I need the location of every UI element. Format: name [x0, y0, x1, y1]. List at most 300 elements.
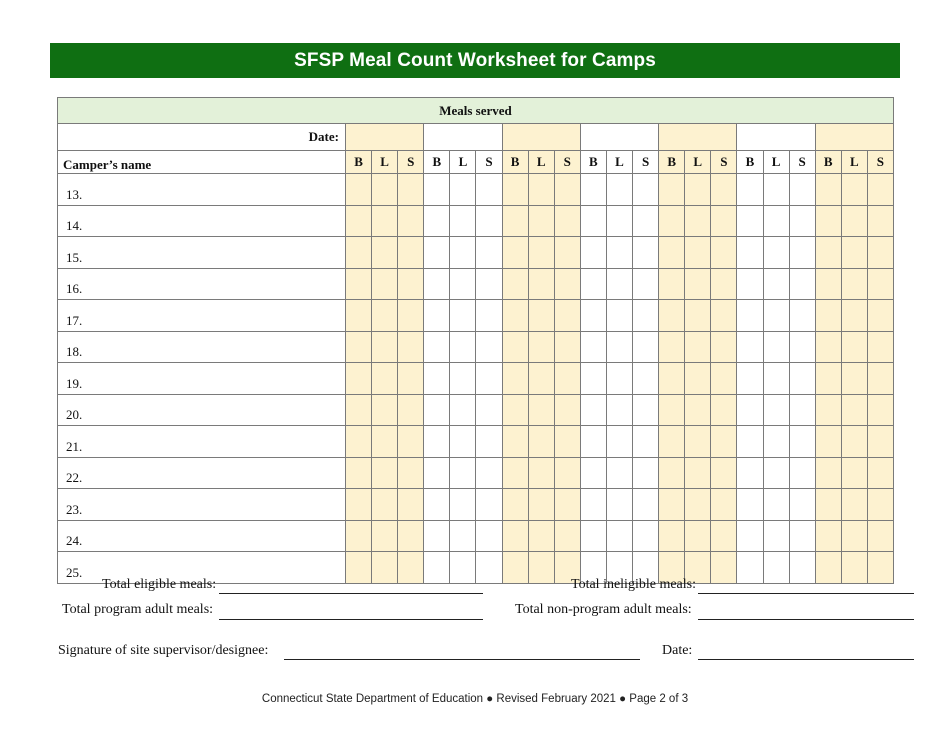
- meal-check-cell-l[interactable]: [372, 363, 398, 395]
- meal-check-cell-b[interactable]: [815, 520, 841, 552]
- meal-check-cell-s[interactable]: [633, 205, 659, 237]
- meal-check-cell-l[interactable]: [606, 489, 632, 521]
- meal-check-cell-s[interactable]: [398, 552, 424, 584]
- date-cell-day-3[interactable]: [502, 124, 580, 151]
- meal-check-cell-s[interactable]: [398, 174, 424, 206]
- meal-check-cell-l[interactable]: [841, 268, 867, 300]
- meal-check-cell-b[interactable]: [346, 489, 372, 521]
- signature-date-line[interactable]: [698, 659, 914, 660]
- meal-check-cell-l[interactable]: [841, 363, 867, 395]
- meal-check-cell-s[interactable]: [476, 300, 502, 332]
- meal-check-cell-s[interactable]: [789, 394, 815, 426]
- camper-name-cell[interactable]: 14.: [58, 205, 346, 237]
- meal-check-cell-b[interactable]: [346, 457, 372, 489]
- meal-check-cell-l[interactable]: [763, 205, 789, 237]
- meal-check-cell-s[interactable]: [789, 205, 815, 237]
- meal-check-cell-l[interactable]: [606, 300, 632, 332]
- meal-check-cell-b[interactable]: [424, 237, 450, 269]
- meal-check-cell-l[interactable]: [372, 331, 398, 363]
- meal-check-cell-b[interactable]: [815, 394, 841, 426]
- meal-check-cell-s[interactable]: [633, 394, 659, 426]
- meal-check-cell-b[interactable]: [580, 205, 606, 237]
- meal-check-cell-b[interactable]: [737, 205, 763, 237]
- date-cell-day-2[interactable]: [424, 124, 502, 151]
- meal-check-cell-s[interactable]: [789, 237, 815, 269]
- meal-check-cell-s[interactable]: [554, 426, 580, 458]
- meal-check-cell-b[interactable]: [580, 394, 606, 426]
- meal-check-cell-s[interactable]: [554, 205, 580, 237]
- meal-check-cell-s[interactable]: [633, 331, 659, 363]
- meal-check-cell-b[interactable]: [659, 174, 685, 206]
- meal-check-cell-s[interactable]: [633, 174, 659, 206]
- meal-check-cell-b[interactable]: [659, 520, 685, 552]
- total-eligible-line[interactable]: [219, 593, 483, 594]
- meal-check-cell-s[interactable]: [711, 552, 737, 584]
- meal-check-cell-b[interactable]: [502, 489, 528, 521]
- meal-check-cell-b[interactable]: [737, 300, 763, 332]
- meal-check-cell-b[interactable]: [502, 237, 528, 269]
- meal-check-cell-l[interactable]: [450, 268, 476, 300]
- meal-check-cell-s[interactable]: [476, 363, 502, 395]
- meal-check-cell-s[interactable]: [867, 394, 893, 426]
- meal-check-cell-b[interactable]: [346, 268, 372, 300]
- meal-check-cell-b[interactable]: [580, 426, 606, 458]
- meal-check-cell-b[interactable]: [659, 363, 685, 395]
- meal-check-cell-l[interactable]: [450, 205, 476, 237]
- meal-check-cell-l[interactable]: [528, 268, 554, 300]
- meal-check-cell-b[interactable]: [502, 205, 528, 237]
- meal-check-cell-l[interactable]: [763, 552, 789, 584]
- total-ineligible-line[interactable]: [698, 593, 914, 594]
- date-cell-day-7[interactable]: [815, 124, 893, 151]
- date-cell-day-1[interactable]: [346, 124, 424, 151]
- meal-check-cell-s[interactable]: [789, 457, 815, 489]
- meal-check-cell-b[interactable]: [737, 268, 763, 300]
- meal-check-cell-b[interactable]: [502, 394, 528, 426]
- meal-check-cell-l[interactable]: [763, 268, 789, 300]
- meal-check-cell-s[interactable]: [398, 457, 424, 489]
- meal-check-cell-b[interactable]: [815, 426, 841, 458]
- meal-check-cell-b[interactable]: [580, 237, 606, 269]
- meal-check-cell-b[interactable]: [502, 552, 528, 584]
- meal-check-cell-s[interactable]: [398, 331, 424, 363]
- meal-check-cell-l[interactable]: [606, 174, 632, 206]
- meal-check-cell-l[interactable]: [763, 457, 789, 489]
- meal-check-cell-l[interactable]: [685, 268, 711, 300]
- meal-check-cell-s[interactable]: [711, 363, 737, 395]
- meal-check-cell-s[interactable]: [554, 520, 580, 552]
- meal-check-cell-b[interactable]: [346, 174, 372, 206]
- meal-check-cell-b[interactable]: [737, 331, 763, 363]
- meal-check-cell-l[interactable]: [763, 426, 789, 458]
- meal-check-cell-b[interactable]: [424, 363, 450, 395]
- meal-check-cell-b[interactable]: [659, 205, 685, 237]
- camper-row: [58, 363, 894, 395]
- meal-check-cell-l[interactable]: [528, 363, 554, 395]
- meal-check-cell-b[interactable]: [346, 331, 372, 363]
- meal-check-cell-b[interactable]: [815, 489, 841, 521]
- meal-check-cell-l[interactable]: [372, 552, 398, 584]
- meal-check-cell-l[interactable]: [841, 300, 867, 332]
- meal-check-cell-l[interactable]: [606, 394, 632, 426]
- meal-check-cell-l[interactable]: [372, 174, 398, 206]
- meal-check-cell-l[interactable]: [372, 489, 398, 521]
- meal-check-cell-l[interactable]: [372, 237, 398, 269]
- meal-check-cell-b[interactable]: [737, 457, 763, 489]
- camper-name-cell[interactable]: 15.: [58, 237, 346, 269]
- meal-check-cell-s[interactable]: [554, 363, 580, 395]
- meal-check-cell-b[interactable]: [346, 552, 372, 584]
- meal-check-cell-l[interactable]: [606, 268, 632, 300]
- meal-check-cell-s[interactable]: [476, 457, 502, 489]
- meal-check-cell-l[interactable]: [528, 520, 554, 552]
- camper-name-cell[interactable]: 22.: [58, 457, 346, 489]
- meal-check-cell-s[interactable]: [711, 300, 737, 332]
- meal-check-cell-s[interactable]: [867, 300, 893, 332]
- meal-check-cell-l[interactable]: [841, 174, 867, 206]
- meal-check-cell-l[interactable]: [841, 205, 867, 237]
- meal-check-cell-b[interactable]: [502, 457, 528, 489]
- meal-check-cell-l[interactable]: [450, 552, 476, 584]
- meal-check-cell-b[interactable]: [346, 300, 372, 332]
- meal-check-cell-l[interactable]: [841, 394, 867, 426]
- meal-check-cell-s[interactable]: [554, 174, 580, 206]
- signature-line[interactable]: [284, 659, 640, 660]
- meal-check-cell-s[interactable]: [789, 268, 815, 300]
- meal-check-cell-b[interactable]: [424, 268, 450, 300]
- date-cell-day-5[interactable]: [659, 124, 737, 151]
- meal-check-cell-b[interactable]: [580, 300, 606, 332]
- meal-check-cell-l[interactable]: [685, 331, 711, 363]
- meal-check-cell-l[interactable]: [606, 426, 632, 458]
- meal-check-cell-b[interactable]: [659, 237, 685, 269]
- meal-check-cell-s[interactable]: [633, 237, 659, 269]
- camper-name-cell[interactable]: 24.: [58, 520, 346, 552]
- meal-check-cell-b[interactable]: [424, 300, 450, 332]
- meal-check-cell-s[interactable]: [554, 394, 580, 426]
- meal-check-cell-b[interactable]: [346, 205, 372, 237]
- camper-name-cell[interactable]: 23.: [58, 489, 346, 521]
- meal-check-cell-s[interactable]: [398, 205, 424, 237]
- camper-name-cell[interactable]: 13.: [58, 174, 346, 206]
- meal-check-cell-b[interactable]: [502, 300, 528, 332]
- meal-check-cell-s[interactable]: [867, 520, 893, 552]
- meal-check-cell-s[interactable]: [398, 394, 424, 426]
- meal-check-cell-b[interactable]: [580, 489, 606, 521]
- meal-check-cell-s[interactable]: [633, 457, 659, 489]
- meal-check-cell-b[interactable]: [815, 237, 841, 269]
- meal-check-cell-l[interactable]: [450, 394, 476, 426]
- meal-check-cell-b[interactable]: [580, 331, 606, 363]
- meal-check-cell-l[interactable]: [841, 520, 867, 552]
- meal-check-cell-l[interactable]: [685, 457, 711, 489]
- meal-check-cell-l[interactable]: [685, 426, 711, 458]
- meal-check-cell-b[interactable]: [502, 426, 528, 458]
- meal-check-cell-s[interactable]: [554, 268, 580, 300]
- meal-check-cell-b[interactable]: [424, 552, 450, 584]
- meal-check-cell-s[interactable]: [867, 552, 893, 584]
- camper-name-cell[interactable]: 20.: [58, 394, 346, 426]
- meal-check-cell-l[interactable]: [606, 331, 632, 363]
- meal-check-cell-l[interactable]: [763, 363, 789, 395]
- camper-name-cell[interactable]: 21.: [58, 426, 346, 458]
- meal-check-cell-s[interactable]: [398, 426, 424, 458]
- meal-check-cell-l[interactable]: [685, 205, 711, 237]
- meal-count-table: [57, 97, 894, 584]
- meal-check-cell-b[interactable]: [737, 489, 763, 521]
- meal-check-cell-b[interactable]: [815, 363, 841, 395]
- meal-check-cell-l[interactable]: [528, 426, 554, 458]
- meal-check-cell-l[interactable]: [528, 394, 554, 426]
- meal-check-cell-b[interactable]: [424, 457, 450, 489]
- meal-check-cell-l[interactable]: [450, 457, 476, 489]
- meal-check-cell-l[interactable]: [841, 331, 867, 363]
- meal-check-cell-l[interactable]: [763, 394, 789, 426]
- total-program-adult-line[interactable]: [219, 619, 483, 620]
- camper-name-cell[interactable]: 19.: [58, 363, 346, 395]
- meal-check-cell-s[interactable]: [633, 520, 659, 552]
- meal-check-cell-b[interactable]: [502, 331, 528, 363]
- meal-check-cell-s[interactable]: [476, 552, 502, 584]
- meal-check-cell-b[interactable]: [346, 363, 372, 395]
- camper-name-cell[interactable]: 17.: [58, 300, 346, 332]
- meal-check-cell-s[interactable]: [711, 520, 737, 552]
- meal-check-cell-l[interactable]: [450, 174, 476, 206]
- meal-check-cell-l[interactable]: [372, 205, 398, 237]
- meal-check-cell-s[interactable]: [476, 205, 502, 237]
- meal-check-cell-s[interactable]: [476, 237, 502, 269]
- meal-check-cell-l[interactable]: [606, 363, 632, 395]
- meal-check-cell-b[interactable]: [502, 363, 528, 395]
- meal-check-cell-b[interactable]: [815, 331, 841, 363]
- meal-check-cell-l[interactable]: [450, 331, 476, 363]
- meal-check-cell-b[interactable]: [424, 331, 450, 363]
- meal-check-cell-b[interactable]: [815, 174, 841, 206]
- meal-check-cell-l[interactable]: [685, 520, 711, 552]
- meal-check-cell-b[interactable]: [580, 268, 606, 300]
- meal-check-cell-b[interactable]: [502, 268, 528, 300]
- meal-check-cell-b[interactable]: [815, 300, 841, 332]
- meal-check-cell-s[interactable]: [711, 331, 737, 363]
- meal-check-cell-b[interactable]: [424, 489, 450, 521]
- meal-check-cell-l[interactable]: [606, 457, 632, 489]
- meal-check-cell-l[interactable]: [763, 520, 789, 552]
- meal-check-cell-l[interactable]: [763, 300, 789, 332]
- meal-check-cell-s[interactable]: [867, 174, 893, 206]
- meal-check-cell-s[interactable]: [867, 426, 893, 458]
- meal-check-cell-b[interactable]: [502, 520, 528, 552]
- meal-check-cell-s[interactable]: [867, 363, 893, 395]
- meal-code-b-day-1: B: [346, 151, 372, 174]
- meal-check-cell-s[interactable]: [711, 237, 737, 269]
- meal-check-cell-s[interactable]: [554, 237, 580, 269]
- meal-check-cell-b[interactable]: [580, 520, 606, 552]
- meal-check-cell-s[interactable]: [867, 489, 893, 521]
- meal-check-cell-l[interactable]: [841, 489, 867, 521]
- meal-check-cell-s[interactable]: [554, 457, 580, 489]
- meal-check-cell-s[interactable]: [711, 394, 737, 426]
- meal-check-cell-s[interactable]: [711, 489, 737, 521]
- meal-check-cell-b[interactable]: [737, 426, 763, 458]
- meal-check-cell-b[interactable]: [346, 394, 372, 426]
- meal-check-cell-s[interactable]: [711, 426, 737, 458]
- meal-check-cell-b[interactable]: [815, 552, 841, 584]
- meal-check-cell-s[interactable]: [867, 268, 893, 300]
- meal-check-cell-b[interactable]: [424, 520, 450, 552]
- meal-check-cell-l[interactable]: [763, 174, 789, 206]
- camper-name-cell[interactable]: 18.: [58, 331, 346, 363]
- meal-check-cell-b[interactable]: [659, 426, 685, 458]
- meal-check-cell-s[interactable]: [633, 489, 659, 521]
- meal-check-cell-l[interactable]: [841, 237, 867, 269]
- meal-check-cell-b[interactable]: [424, 205, 450, 237]
- meal-check-cell-l[interactable]: [841, 457, 867, 489]
- meal-check-cell-s[interactable]: [554, 331, 580, 363]
- date-cell-day-6[interactable]: [737, 124, 815, 151]
- meal-check-cell-l[interactable]: [528, 489, 554, 521]
- meal-check-cell-l[interactable]: [372, 268, 398, 300]
- meal-check-cell-b[interactable]: [580, 457, 606, 489]
- meal-check-cell-l[interactable]: [841, 426, 867, 458]
- meal-check-cell-s[interactable]: [867, 457, 893, 489]
- meal-check-cell-s[interactable]: [711, 268, 737, 300]
- meal-check-cell-b[interactable]: [502, 174, 528, 206]
- meal-check-cell-b[interactable]: [737, 174, 763, 206]
- meal-code-s-day-4: S: [633, 151, 659, 174]
- meal-check-cell-l[interactable]: [685, 489, 711, 521]
- meal-check-cell-s[interactable]: [476, 426, 502, 458]
- meal-check-cell-b[interactable]: [346, 237, 372, 269]
- meal-check-cell-l[interactable]: [450, 363, 476, 395]
- meal-check-cell-l[interactable]: [763, 489, 789, 521]
- meal-check-cell-l[interactable]: [528, 205, 554, 237]
- meal-check-cell-l[interactable]: [372, 300, 398, 332]
- meal-check-cell-s[interactable]: [711, 457, 737, 489]
- meal-check-cell-s[interactable]: [789, 426, 815, 458]
- meal-check-cell-s[interactable]: [711, 205, 737, 237]
- meal-check-cell-l[interactable]: [450, 237, 476, 269]
- meal-check-cell-l[interactable]: [528, 237, 554, 269]
- meal-check-cell-b[interactable]: [346, 520, 372, 552]
- meal-check-cell-l[interactable]: [372, 520, 398, 552]
- meal-check-cell-s[interactable]: [476, 268, 502, 300]
- meal-check-cell-l[interactable]: [372, 394, 398, 426]
- meal-check-cell-s[interactable]: [476, 174, 502, 206]
- meal-check-cell-l[interactable]: [528, 457, 554, 489]
- meal-check-cell-l[interactable]: [450, 426, 476, 458]
- meal-check-cell-l[interactable]: [685, 174, 711, 206]
- meal-check-cell-l[interactable]: [450, 489, 476, 521]
- meal-check-cell-b[interactable]: [424, 426, 450, 458]
- meal-check-cell-l[interactable]: [685, 394, 711, 426]
- meal-check-cell-s[interactable]: [633, 300, 659, 332]
- meal-check-cell-b[interactable]: [737, 520, 763, 552]
- meal-check-cell-s[interactable]: [633, 363, 659, 395]
- meal-check-cell-b[interactable]: [424, 174, 450, 206]
- meal-check-cell-b[interactable]: [737, 394, 763, 426]
- meal-check-cell-l[interactable]: [528, 552, 554, 584]
- meal-check-cell-l[interactable]: [528, 300, 554, 332]
- meal-check-cell-s[interactable]: [711, 174, 737, 206]
- meal-check-cell-s[interactable]: [554, 489, 580, 521]
- meal-check-cell-b[interactable]: [659, 457, 685, 489]
- meal-check-cell-s[interactable]: [789, 363, 815, 395]
- camper-name-cell[interactable]: 16.: [58, 268, 346, 300]
- meal-check-cell-b[interactable]: [737, 363, 763, 395]
- meal-check-cell-l[interactable]: [528, 331, 554, 363]
- meal-check-cell-s[interactable]: [398, 363, 424, 395]
- meal-check-cell-b[interactable]: [424, 394, 450, 426]
- meal-check-cell-s[interactable]: [789, 520, 815, 552]
- date-label: Date:: [58, 124, 346, 151]
- camper-name-cell[interactable]: 25.: [58, 552, 346, 584]
- meal-check-cell-l[interactable]: [606, 205, 632, 237]
- meal-check-cell-l[interactable]: [685, 363, 711, 395]
- meal-check-cell-l[interactable]: [372, 426, 398, 458]
- meal-check-cell-s[interactable]: [476, 331, 502, 363]
- meal-check-cell-b[interactable]: [815, 457, 841, 489]
- meal-check-cell-s[interactable]: [867, 237, 893, 269]
- total-non-program-adult-line[interactable]: [698, 619, 914, 620]
- meal-check-cell-l[interactable]: [763, 237, 789, 269]
- meal-check-cell-b[interactable]: [659, 331, 685, 363]
- meal-check-cell-l[interactable]: [450, 520, 476, 552]
- meal-check-cell-s[interactable]: [398, 268, 424, 300]
- meal-check-cell-s[interactable]: [789, 331, 815, 363]
- meal-check-cell-b[interactable]: [815, 205, 841, 237]
- meal-check-cell-s[interactable]: [398, 489, 424, 521]
- meal-check-cell-b[interactable]: [815, 268, 841, 300]
- meal-check-cell-b[interactable]: [659, 394, 685, 426]
- camper-row: [58, 331, 894, 363]
- meal-code-s-day-7: S: [867, 151, 893, 174]
- meal-check-cell-b[interactable]: [659, 268, 685, 300]
- meal-check-cell-b[interactable]: [659, 489, 685, 521]
- meal-check-cell-l[interactable]: [685, 237, 711, 269]
- meal-check-cell-s[interactable]: [789, 489, 815, 521]
- meal-check-cell-s[interactable]: [398, 520, 424, 552]
- meal-check-cell-b[interactable]: [737, 552, 763, 584]
- meal-check-cell-s[interactable]: [398, 237, 424, 269]
- meal-check-cell-l[interactable]: [450, 300, 476, 332]
- meal-check-cell-s[interactable]: [476, 489, 502, 521]
- meal-check-cell-l[interactable]: [606, 520, 632, 552]
- meal-check-cell-s[interactable]: [867, 331, 893, 363]
- meal-check-cell-s[interactable]: [789, 552, 815, 584]
- meal-check-cell-l[interactable]: [763, 331, 789, 363]
- meal-check-cell-s[interactable]: [633, 426, 659, 458]
- meal-check-cell-b[interactable]: [580, 174, 606, 206]
- meal-check-cell-l[interactable]: [606, 237, 632, 269]
- meal-check-cell-s[interactable]: [476, 520, 502, 552]
- meal-check-cell-l[interactable]: [528, 174, 554, 206]
- meal-check-cell-b[interactable]: [659, 300, 685, 332]
- meal-check-cell-l[interactable]: [685, 300, 711, 332]
- meal-check-cell-b[interactable]: [346, 426, 372, 458]
- meal-check-cell-b[interactable]: [580, 363, 606, 395]
- meal-check-cell-s[interactable]: [789, 300, 815, 332]
- meal-check-cell-s[interactable]: [633, 268, 659, 300]
- meal-check-cell-s[interactable]: [476, 394, 502, 426]
- meal-check-cell-l[interactable]: [372, 457, 398, 489]
- meal-check-cell-s[interactable]: [867, 205, 893, 237]
- meal-check-cell-l[interactable]: [841, 552, 867, 584]
- meal-check-cell-s[interactable]: [789, 174, 815, 206]
- meal-check-cell-s[interactable]: [398, 300, 424, 332]
- meal-check-cell-b[interactable]: [737, 237, 763, 269]
- date-cell-day-4[interactable]: [580, 124, 658, 151]
- meal-check-cell-s[interactable]: [554, 300, 580, 332]
